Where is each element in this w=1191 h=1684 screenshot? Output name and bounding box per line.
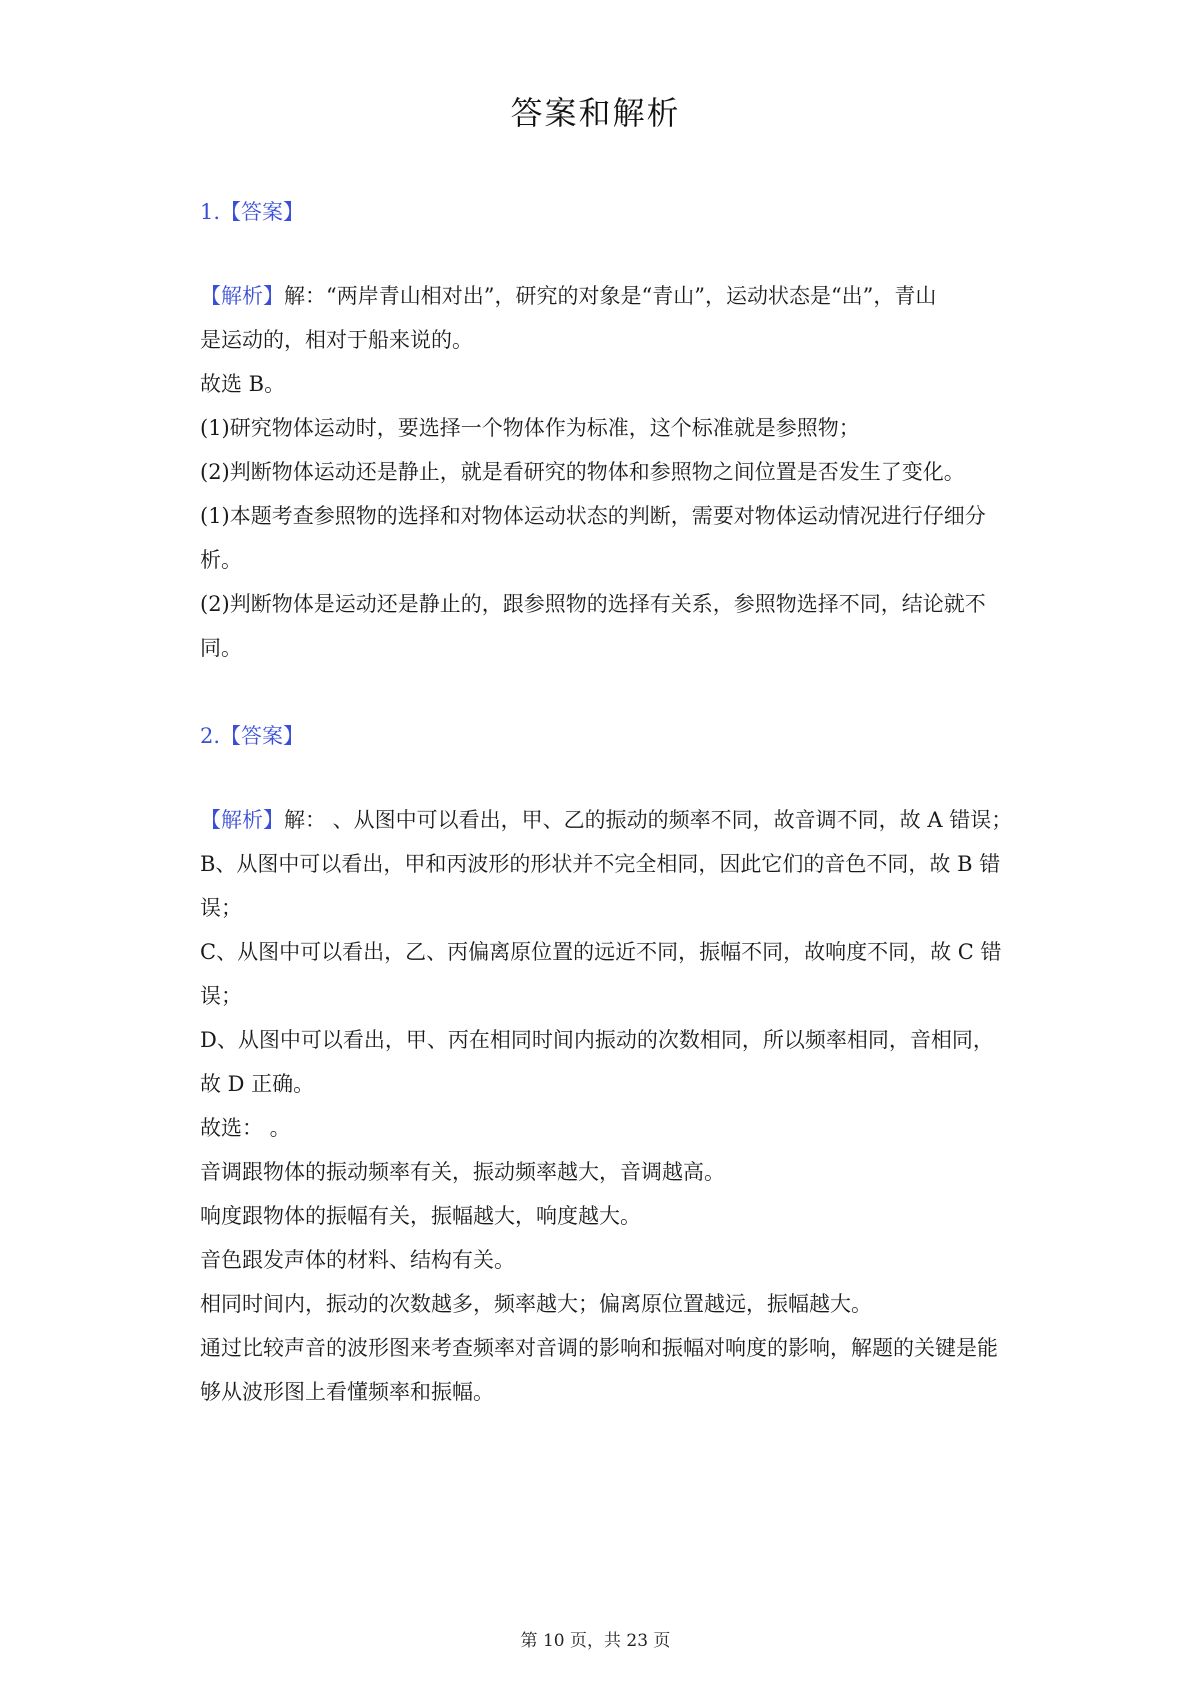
q2-line-13: 够从波形图上看懂频率和振幅。 <box>200 1380 494 1404</box>
q1-analysis-line <box>200 272 1000 320</box>
q1-line-4: (2)判断物体运动还是静止，就是看研究的物体和参照物之间位置是否发生了变化。 <box>200 460 965 484</box>
q2-line-7: 故选： 。 <box>200 1116 291 1140</box>
q1-line-3: (1)研究物体运动时，要选择一个物体作为标准，这个标准就是参照物； <box>200 416 860 440</box>
q1-line-7: (2)判断物体是运动还是静止的，跟参照物的选择有关系，参照物选择不同，结论就不 <box>200 592 986 616</box>
q2-line-9: 响度跟物体的振幅有关，振幅越大，响度越大。 <box>200 1204 641 1228</box>
q2-line-10: 音色跟发声体的材料、结构有关。 <box>200 1248 515 1272</box>
page-footer: 第 10 页，共 23 页 <box>520 1631 671 1651</box>
q1-line-8: 同。 <box>200 636 242 660</box>
q1-line-1: 是运动的，相对于船来说的。 <box>200 328 473 352</box>
q1-line-6: 析。 <box>200 548 242 572</box>
q2-analysis-line <box>200 796 1013 844</box>
q2-line-1: B、从图中可以看出，甲和丙波形的形状并不完全相同，因此它们的音色不同，故 B 错 <box>200 852 1001 876</box>
q1-answer-tag: 【答案】 <box>220 200 305 224</box>
q1-line-5: (1)本题考查参照物的选择和对物体运动状态的判断，需要对物体运动情况进行仔细分 <box>200 504 986 528</box>
q2-line-6: 故 D 正确。 <box>200 1072 315 1096</box>
q2-number: 2. <box>200 724 221 748</box>
q2-line-4: 误； <box>200 984 242 1008</box>
q2-line-5: D、从图中可以看出，甲、丙在相同时间内振动的次数相同，所以频率相同，音相同， <box>200 1028 994 1052</box>
q2-line-2: 误； <box>200 896 242 920</box>
page-title: 答案和解析 <box>510 94 681 132</box>
q1-line-2: 故选 B。 <box>200 372 286 396</box>
q1-line-0: 解：“两岸青山相对出”，研究的对象是“青山”，运动状态是“出”，青山 <box>284 284 937 308</box>
q1-number: 1. <box>200 200 221 224</box>
q2-line-0: 解： 、从图中可以看出，甲、乙的振动的频率不同，故音调不同，故 A 错误； <box>284 808 1013 832</box>
q2-analysis-tag: 【解析】 <box>200 808 284 832</box>
q2-line-11: 相同时间内，振动的次数越多，频率越大；偏离原位置越远，振幅越大。 <box>200 1292 872 1316</box>
q2-line-12: 通过比较声音的波形图来考查频率对音调的影响和振幅对响度的影响，解题的关键是能 <box>200 1336 998 1360</box>
q2-line-3: C、从图中可以看出，乙、丙偏离原位置的远近不同，振幅不同，故响度不同，故 C 错 <box>200 940 1002 964</box>
q2-line-8: 音调跟物体的振动频率有关，振动频率越大，音调越高。 <box>200 1160 725 1184</box>
q2-answer-tag: 【答案】 <box>220 724 305 748</box>
q1-answer-header <box>200 196 304 226</box>
q1-analysis-tag: 【解析】 <box>200 284 284 308</box>
q2-answer-header <box>200 720 304 750</box>
